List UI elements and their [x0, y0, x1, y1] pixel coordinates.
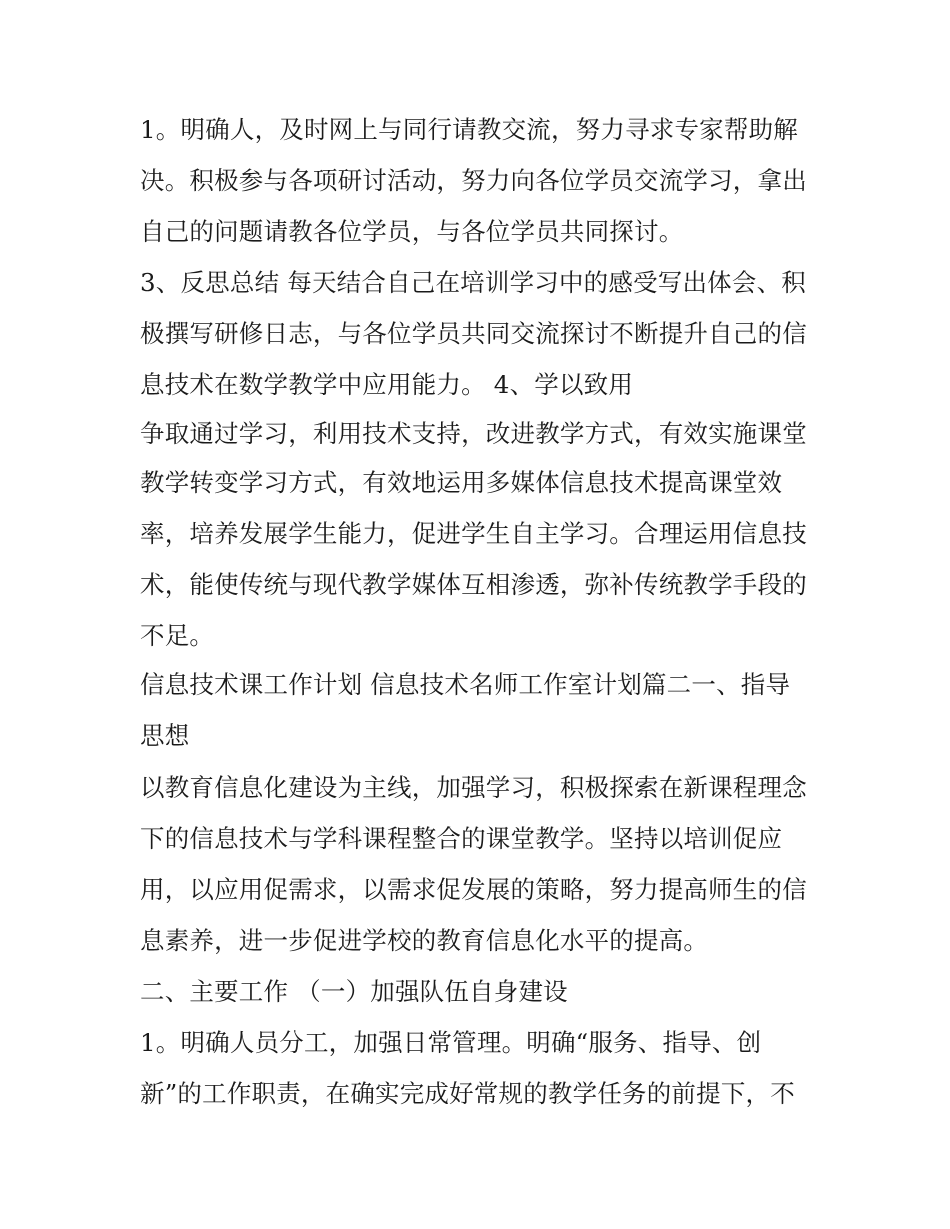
- text-line: 用，以应用促需求，以需求促发展的策略，努力提高师生的信: [140, 875, 807, 904]
- text-line: 3、反思总结 每天结合自己在培训学习中的感受写出体会、积: [140, 268, 806, 297]
- text-line: 1。明确人，及时网上与同行请教交流，努力寻求专家帮助解: [140, 115, 798, 144]
- text-line: 1。明确人员分工，加强日常管理。明确“服务、指导、创: [140, 1028, 762, 1057]
- text-line: 率，培养发展学生能力，促进学生自主学习。合理运用信息技: [140, 519, 807, 548]
- text-line: 不足。: [140, 621, 215, 650]
- text-line: 术，能使传统与现代教学媒体互相渗透，弥补传统教学手段的: [140, 570, 807, 599]
- section-heading: 二、主要工作 （一）加强队伍自身建设: [140, 977, 568, 1006]
- text-line: 息素养，进一步促进学校的教育信息化水平的提高。: [140, 926, 709, 955]
- text-line: 息技术在数学教学中应用能力。 4、学以致用: [140, 370, 634, 399]
- text-line: 以教育信息化建设为主线，加强学习，积极探索在新课程理念: [140, 773, 807, 802]
- text-line: 极撰写研修日志，与各位学员共同交流探讨不断提升自己的信: [140, 319, 807, 348]
- text-line: 新”的工作职责，在确实完成好常规的教学任务的前提下，不: [140, 1079, 795, 1108]
- text-line: 教学转变学习方式，有效地运用多媒体信息技术提高课堂效: [140, 468, 783, 497]
- section-heading: 思想: [140, 721, 190, 750]
- section-heading: 信息技术课工作计划 信息技术名师工作室计划篇二一、指导: [140, 670, 791, 699]
- text-line: 争取通过学习，利用技术支持，改进教学方式，有效实施课堂: [140, 419, 807, 448]
- text-line: 自己的问题请教各位学员，与各位学员共同探讨。: [140, 217, 684, 246]
- text-line: 下的信息技术与学科课程整合的课堂教学。坚持以培训促应: [140, 824, 783, 853]
- text-line: 决。积极参与各项研讨活动，努力向各位学员交流学习，拿出: [140, 166, 807, 195]
